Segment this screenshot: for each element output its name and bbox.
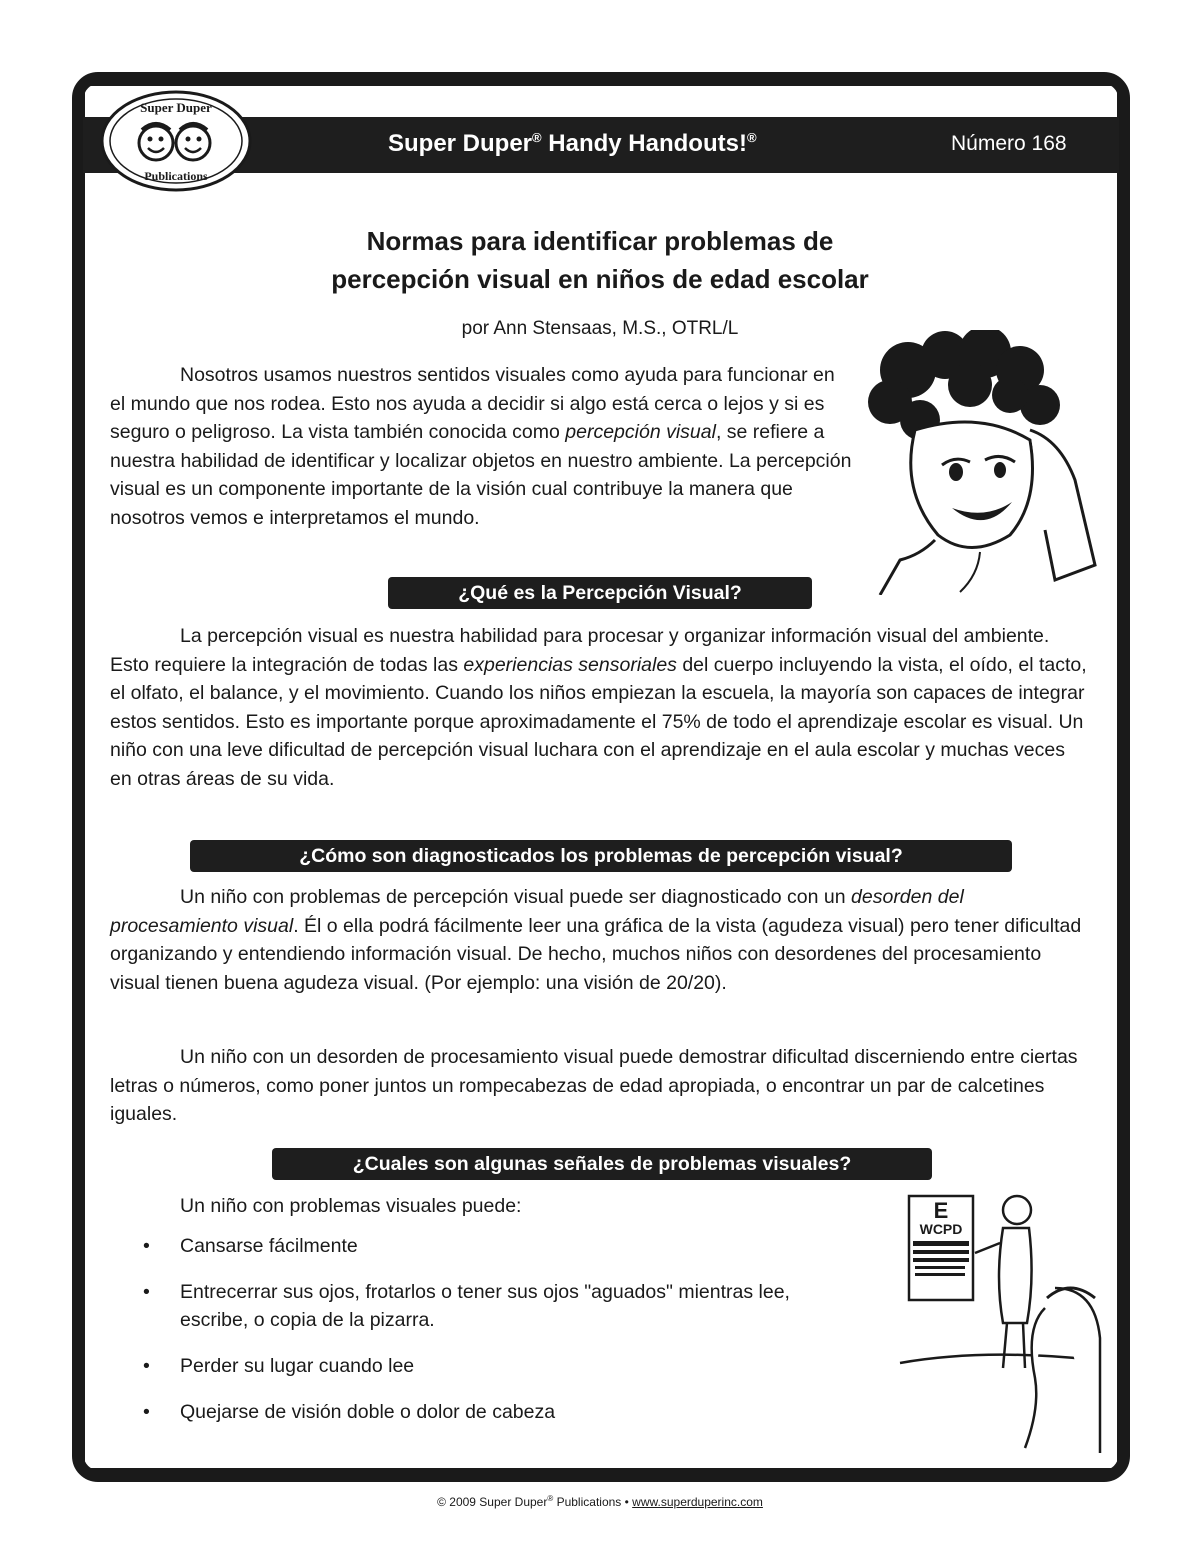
section2-paragraph-1	[110, 883, 1095, 997]
section1-text-2: del cuerpo incluyendo la vista, el oído, el tacto, el olfato, el balance, y el movimiento. Cuando los niños empiezan la escuela, la mayoría son capaces de integrar estos sentidos. Esto es importante porque aproximadamente el 75% de todo el aprendizaje escolar es visual. Un niño con una leve dificultad de percepción visual luchara con el aprendizaje en el aula escolar y muchas veces en otras áreas de su vida.	[110, 653, 1087, 790]
footer	[0, 1494, 1200, 1509]
girl-illustration	[860, 330, 1100, 595]
list-item: • Cansarse fácilmente	[143, 1232, 820, 1260]
footer-copyright: © 2009 Super Duper	[437, 1495, 548, 1509]
section1-emphasis: experiencias sensoriales	[463, 653, 677, 676]
list-item: • Perder su lugar cuando lee	[143, 1352, 820, 1380]
section2-text-2: . Él o ella podrá fácilmente leer una gráfica de la vista (agudeza visual) pero tener dificultad organizando y entendiendo información visual. De hecho, muchos niños con desordenes del procesamiento visual tienen buena agudeza visual. (Por ejemplo: una visión de 20/20).	[110, 914, 1082, 994]
footer-publisher: Publications •	[553, 1495, 633, 1509]
logo-text-top: Super Duper	[140, 100, 212, 115]
section1-paragraph	[110, 622, 1090, 793]
registered-mark: ®	[532, 130, 542, 145]
series-title-rest: Handy Handouts!	[541, 130, 747, 157]
footer-mark: ®	[547, 1494, 554, 1503]
document-title-line2: percepción visual en niños de edad escolar	[331, 264, 869, 294]
intro-emphasis: percepción visual	[565, 421, 716, 443]
document-title-line1: Normas para identificar problemas de	[366, 226, 834, 256]
eye-chart-row2: WCPD	[919, 1221, 963, 1237]
intro-text-2: , se refiere a nuestra habilidad de identificar y localizar objetos en nuestro ambiente. La percepción visual es un componente importante de la visión cual contribuye la manera que nosotros vemos e interpretamos el mundo.	[110, 421, 852, 529]
logo-text-bottom: Publications	[144, 169, 208, 183]
list-item: • Entrecerrar sus ojos, frotarlos o tener sus ojos "aguados" mientras lee, escribe, o copia de la pizarra.	[143, 1278, 820, 1334]
registered-mark: ®	[746, 130, 757, 145]
eye-chart-letter-e: E	[933, 1198, 949, 1223]
section-heading-diagnosis: ¿Cómo son diagnosticados los problemas de percepción visual?	[190, 840, 1012, 872]
section2-text-1: Un niño con problemas de percepción visual puede ser diagnosticado con un	[180, 886, 852, 908]
issue-number: Número 168	[951, 132, 1067, 155]
section1-text-1: La percepción visual es nuestra habilidad para procesar y organizar información visual del ambiente. Esto requiere la integración de todas las	[110, 625, 1050, 676]
signs-list	[143, 1232, 820, 1444]
series-title-brand: Super Duper	[388, 130, 533, 157]
super-duper-logo	[98, 88, 254, 194]
section2-paragraph-2	[110, 1043, 1095, 1129]
footer-website-link[interactable]: www.superduperinc.com	[632, 1495, 763, 1509]
section2-emphasis: desorden del procesamiento visual	[110, 886, 964, 937]
signs-lead: Un niño con problemas visuales puede:	[180, 1195, 522, 1217]
list-item: • Quejarse de visión doble o dolor de cabeza	[143, 1398, 820, 1426]
eye-exam-illustration	[895, 1188, 1105, 1453]
author-byline: por Ann Stensaas, M.S., OTRL/L	[461, 318, 739, 339]
section-heading-signs: ¿Cuales son algunas señales de problemas visuales?	[272, 1148, 932, 1180]
series-title	[388, 130, 757, 158]
intro-text-1: Nosotros usamos nuestros sentidos visuales como ayuda para funcionar en el mundo que nos rodea. Esto nos ayuda a decidir si algo está cerca o lejos y si es seguro o peligroso. La vista también conocida como	[110, 364, 835, 443]
section2-text-3: Un niño con un desorden de procesamiento visual puede demostrar dificultad discerniendo entre ciertas letras o números, como poner juntos un rompecabezas de edad apropiada, o encontrar un par de calcetines iguales.	[110, 1046, 1078, 1125]
section-heading-what-is: ¿Qué es la Percepción Visual?	[388, 577, 812, 609]
intro-paragraph	[110, 361, 852, 532]
